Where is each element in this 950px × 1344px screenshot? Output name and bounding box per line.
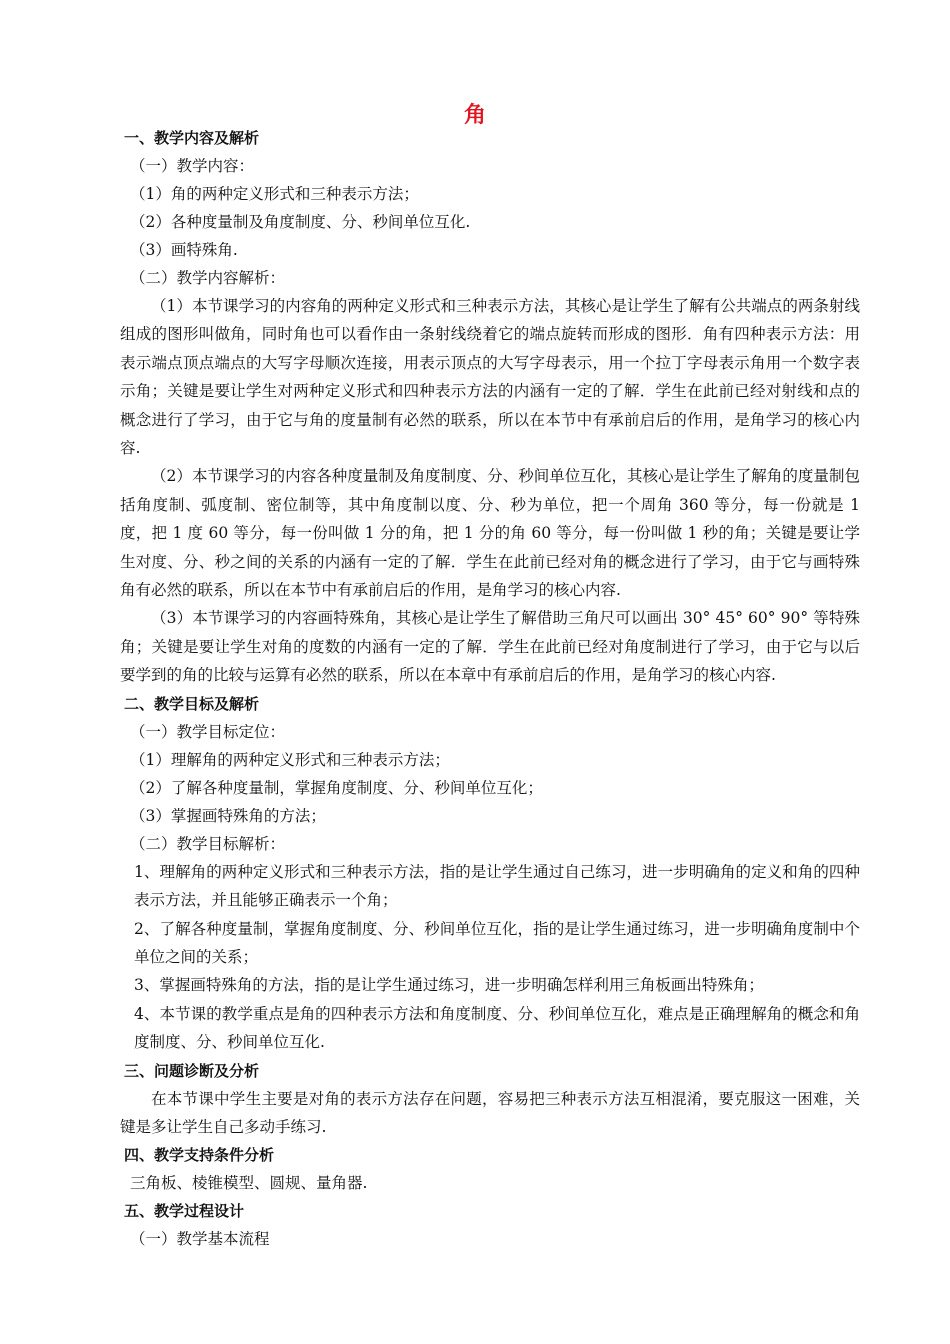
paragraph: （3）本节课学习的内容画特殊角，其核心是让学生了解借助三角尺可以画出 30° 45° 60° 90° 等特殊角；关键是要让学生对角的度数的内涵有一定的了解．学生在此前已经对角度制进行了学习，由于它与以后要学到的角的比较与运算有必然的联系，所以在本章中有承前启后的作用，是角学习的核心内容. [120, 609, 860, 685]
document-body [120, 124, 860, 1253]
subheading: （一）教学内容： [130, 157, 255, 175]
subheading: （二）教学目标解析： [130, 834, 286, 853]
list-item: （2）各种度量制及角度制度、分、秒间单位互化. [130, 213, 471, 231]
subheading: （一）教学基本流程 [130, 1230, 270, 1249]
paragraph: 三角板、棱锥模型、圆规、量角器. [130, 1174, 368, 1193]
paragraph: 3、掌握画特殊角的方法，指的是让学生通过练习，进一步明确怎样利用三角板画出特殊角； [134, 976, 764, 995]
paragraph: 2、了解各种度量制，掌握角度制度、分、秒间单位互化，指的是让学生通过练习，进一步明确角度制中个单位之间的关系； [134, 919, 860, 966]
list-item: （3）画特殊角. [130, 241, 238, 259]
section-heading-2: 二、教学目标及解析 [124, 694, 260, 713]
list-item: （3）掌握画特殊角的方法； [130, 806, 326, 825]
subheading: （二）教学内容解析： [130, 269, 286, 287]
subheading: （一）教学目标定位： [130, 722, 286, 741]
page-title: 角 [463, 103, 486, 128]
section-heading-3: 三、问题诊断及分析 [124, 1061, 260, 1080]
paragraph: 4、本节课的教学重点是角的四种表示方法和角度制度、分、秒间单位互化，难点是正确理解角的概念和角度制度、分、秒间单位互化. [134, 1004, 860, 1052]
list-item: （2）了解各种度量制，掌握角度制度、分、秒间单位互化； [130, 778, 543, 797]
paragraph: （2）本节课学习的内容各种度量制及角度制度、分、秒间单位互化，其核心是让学生了解角的度量制包括角度制、弧度制、密位制等，其中角度制以度、分、秒为单位，把一个周角 360 等分，每一份就是 1 度，把 1 度 60 等分，每一份叫做 1 分的角，把 1 分的角 60 等分，每一份叫做 1 秒的角；关键是要让学生对度、分、秒之间的关系的内涵有一定的了解．学生在此前已经对角的概念进行了学习，由于它与画特殊角有必然的联系，所以在本节中有承前启后的作用，是角学习的核心内容. [120, 467, 860, 600]
section-heading-1: 一、教学内容及解析 [124, 129, 260, 147]
paragraph: 1、理解角的两种定义形式和三种表示方法，指的是让学生通过自己练习，进一步明确角的定义和角的四种表示方法，并且能够正确表示一个角； [134, 862, 860, 910]
section-heading-5: 五、教学过程设计 [124, 1202, 245, 1221]
paragraph: （1）本节课学习的内容角的两种定义形式和三种表示方法，其核心是让学生了解有公共端点的两条射线组成的图形叫做角，同时角也可以看作由一条射线绕着它的端点旋转而形成的图形．角有四种表示方法：用表示端点顶点端点的大写字母顺次连接，用表示顶点的大写字母表示，用一个拉丁字母表示角用一个数字表示角；关键是要让学生对两种定义形式和四种表示方法的内涵有一定的了解．学生在此前已经对射线和点的概念进行了学习，由于它与角的度量制有必然的联系，所以在本节中有承前启后的作用，是角学习的核心内容. [120, 297, 860, 458]
list-item: （1）理解角的两种定义形式和三种表示方法； [130, 750, 450, 769]
paragraph: 在本节课中学生主要是对角的表示方法存在问题，容易把三种表示方法互相混淆，要克服这一困难，关键是多让学生自己多动手练习. [120, 1089, 860, 1136]
section-heading-4: 四、教学支持条件分析 [124, 1146, 275, 1165]
list-item: （1）角的两种定义形式和三种表示方法； [130, 185, 419, 203]
